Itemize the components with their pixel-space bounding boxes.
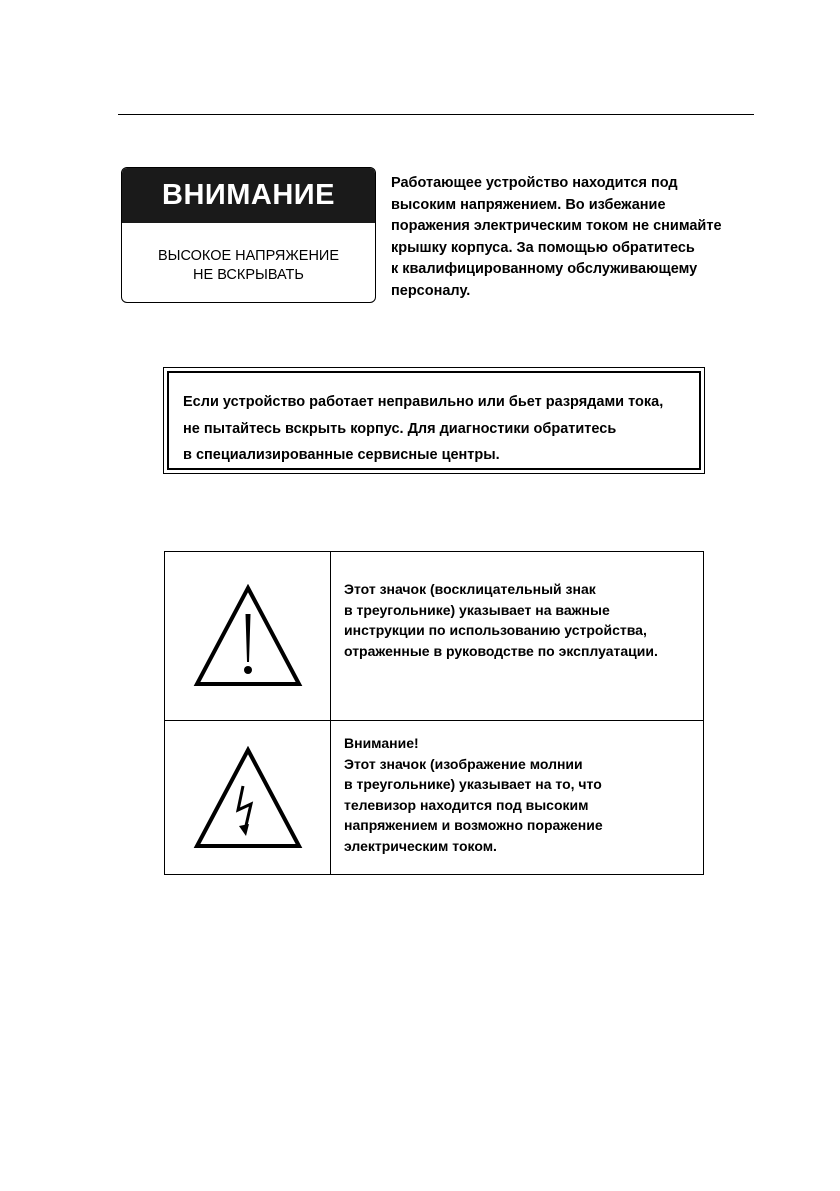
symbol-description — [331, 721, 704, 875]
notice-line: в специализированные сервисные центры. — [183, 447, 500, 463]
notice-line: Если устройство работает неправильно или бьет разрядами тока, — [183, 394, 664, 410]
symbol-description-line: отраженные в руководстве по эксплуатации. — [344, 642, 658, 659]
lightning-triangle-icon — [193, 746, 303, 850]
symbol-description-line: инструкции по использованию устройства, — [344, 622, 647, 638]
caution-description-line: крышку корпуса. За помощью обратитесь — [391, 239, 695, 256]
symbol-description — [331, 552, 704, 721]
symbol-description-line: напряжением и возможно поражение — [344, 817, 603, 833]
caution-description-line: персоналу. — [391, 282, 471, 299]
caution-description-line: к квалифицированному обслуживающему — [391, 261, 698, 277]
caution-label-body — [122, 223, 375, 285]
caution-label-line: НЕ ВСКРЫВАТЬ — [193, 267, 304, 283]
caution-description-line: поражения электрическим током не снимайте — [391, 218, 722, 234]
symbol-description-line: в треугольнике) указывает на важные — [344, 601, 610, 618]
header-rule — [118, 114, 754, 115]
caution-label — [121, 167, 376, 303]
symbol-description-line: Внимание! — [344, 735, 419, 751]
symbol-description-line: Этот значок (восклицательный знак — [344, 581, 596, 597]
symbol-description-line: в треугольнике) указывает на то, что — [344, 776, 602, 792]
symbol-description-line: Этот значок (изображение молнии — [344, 755, 583, 772]
symbol-icon-cell — [165, 552, 331, 721]
notice-line: не пытайтесь вскрыть корпус. Для диагностики обратитесь — [183, 420, 617, 437]
table-row — [165, 721, 704, 875]
table-row — [165, 552, 704, 721]
caution-description-line: высоким напряжением. Во избежание — [391, 196, 666, 213]
notice-box-inner — [167, 371, 701, 470]
symbols-table — [164, 551, 704, 875]
caution-description — [391, 173, 761, 302]
caution-description-line: Работающее устройство находится под — [391, 175, 678, 191]
caution-label-line: ВЫСОКОЕ НАПРЯЖЕНИЕ — [157, 248, 340, 264]
caution-title: ВНИМАНИЕ — [122, 168, 375, 223]
exclamation-triangle-icon — [193, 584, 303, 688]
symbol-icon-cell — [165, 721, 331, 875]
symbol-description-line: телевизор находится под высоким — [344, 796, 589, 813]
notice-box — [163, 367, 705, 474]
symbol-description-line: электрическим током. — [344, 837, 497, 854]
